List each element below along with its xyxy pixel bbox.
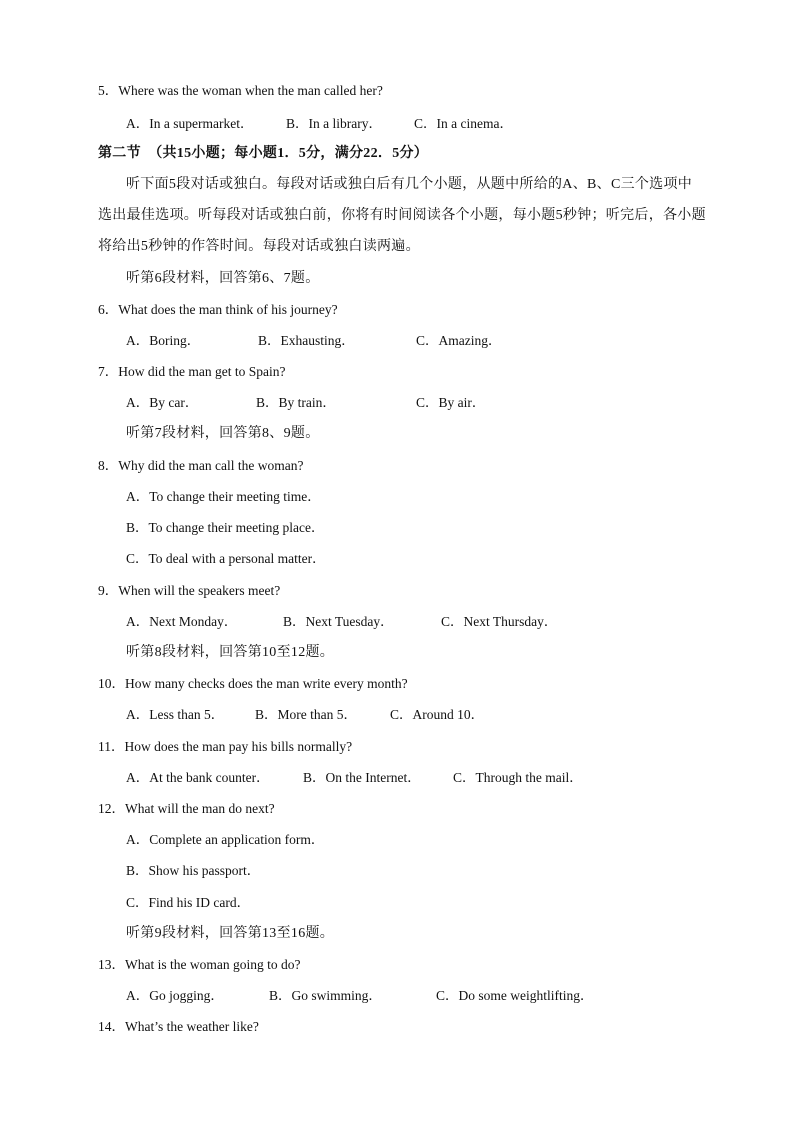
- q12-option-b: B．Show his passport．: [126, 863, 261, 878]
- q11-option-b: B．On the Internet．: [303, 770, 421, 785]
- q9-option-a: A．Next Monday．: [126, 614, 238, 629]
- question-11: 11．How does the man pay his bills normally?: [98, 739, 353, 754]
- q11-option-c: C．Through the mail．: [453, 770, 583, 785]
- section-heading: 第二节 （共15小题；每小题1．5分，满分22．5分）: [98, 146, 429, 161]
- question-6: 6．What does the man think of his journey?: [98, 302, 338, 317]
- q11-option-a: A．At the bank counter．: [126, 770, 270, 785]
- q6-option-c: C．Amazing．: [416, 333, 502, 348]
- q8-option-a: A．To change their meeting time．: [126, 489, 321, 504]
- material-7-instruction: 听第7段材料，回答第8、9题。: [126, 426, 320, 441]
- q12-option-c: C．Find his ID card．: [126, 895, 251, 910]
- q10-option-c: C．Around 10．: [390, 707, 485, 722]
- q13-option-c: C．Do some weightlifting．: [436, 988, 594, 1003]
- question-5: 5．Where was the woman when the man called her?: [98, 83, 383, 98]
- material-8-instruction: 听第8段材料，回答第10至12题。: [126, 645, 335, 660]
- section-intro-line-2: 选出最佳选项。听每段对话或独白前，你将有时间阅读各个小题，每小题5秒钟；听完后，各小题: [98, 208, 706, 223]
- q8-option-c: C．To deal with a personal matter．: [126, 551, 326, 566]
- question-10: 10．How many checks does the man write every month?: [98, 676, 408, 691]
- question-7: 7．How did the man get to Spain?: [98, 364, 286, 379]
- q12-option-a: A．Complete an application form．: [126, 832, 325, 847]
- section-intro-line-3: 将给出5秒钟的作答时间。每段对话或独白读两遍。: [98, 239, 420, 254]
- q8-option-b: B．To change their meeting place．: [126, 520, 325, 535]
- q7-option-a: A．By car．: [126, 395, 199, 410]
- material-6-instruction: 听第6段材料，回答第6、7题。: [126, 271, 320, 286]
- material-9-instruction: 听第9段材料，回答第13至16题。: [126, 926, 335, 941]
- question-13: 13．What is the woman going to do?: [98, 957, 301, 972]
- q10-option-a: A．Less than 5．: [126, 707, 225, 722]
- q6-option-a: A．Boring．: [126, 333, 201, 348]
- question-9: 9．When will the speakers meet?: [98, 583, 281, 598]
- section-intro-line-1: 听下面5段对话或独白。每段对话或独白后有几个小题，从题中所给的A、B、C三个选项中: [126, 177, 693, 192]
- q5-option-c: C．In a cinema．: [414, 116, 513, 131]
- q10-option-b: B．More than 5．: [255, 707, 357, 722]
- q5-option-a: A．In a supermarket．: [126, 116, 254, 131]
- q13-option-b: B．Go swimming．: [269, 988, 382, 1003]
- q7-option-b: B．By train．: [256, 395, 336, 410]
- question-8: 8．Why did the man call the woman?: [98, 458, 304, 473]
- q6-option-b: B．Exhausting．: [258, 333, 355, 348]
- q13-option-a: A．Go jogging．: [126, 988, 224, 1003]
- q9-option-c: C．Next Thursday．: [441, 614, 558, 629]
- question-14: 14．What’s the weather like?: [98, 1019, 259, 1034]
- question-12: 12．What will the man do next?: [98, 801, 275, 816]
- q9-option-b: B．Next Tuesday．: [283, 614, 394, 629]
- q7-option-c: C．By air．: [416, 395, 486, 410]
- q5-option-b: B．In a library．: [286, 116, 382, 131]
